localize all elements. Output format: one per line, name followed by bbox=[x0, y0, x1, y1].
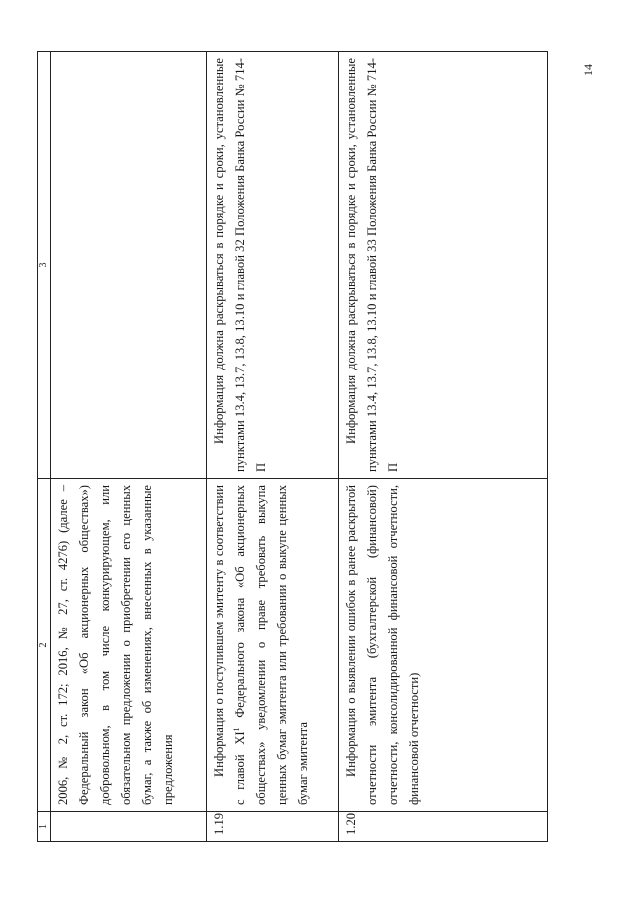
row-number bbox=[51, 812, 207, 842]
row-description bbox=[51, 479, 207, 812]
superscript: 1 bbox=[231, 727, 241, 732]
description-text: 2006, № 2, ст. 172; 2016, № 27, ст. 4276) (далее – Федеральный закон «Об акционерных обществах») добровольном, в том числе конкурирующем, или обязательном предложении о приобретении его ценных бумаг, а также об изменениях, внесенных в указанные предложения bbox=[56, 485, 175, 805]
disclosure-text: Информация должна раскрываться в порядке и сроки, установленные пунктами 13.4, 13.7, 13.8, 13.10 и главой 32 Положения Банка России № 714-П bbox=[212, 58, 268, 472]
disclosure-table bbox=[37, 51, 548, 842]
table-row bbox=[51, 52, 207, 842]
header-col-2: 2 bbox=[38, 479, 51, 812]
row-number: 1.19 bbox=[207, 812, 339, 842]
description-text bbox=[209, 485, 314, 805]
table-header-row bbox=[38, 52, 51, 842]
row-disclosure-terms bbox=[339, 52, 548, 479]
page-number: 14 bbox=[581, 64, 595, 76]
row-description bbox=[207, 479, 339, 812]
disclosure-text: Информация должна раскрываться в порядке и сроки, установленные пунктами 13.4, 13.7, 13.8, 13.10 и главой 33 Положения Банка России № 714-П bbox=[344, 58, 400, 472]
rotated-table-container bbox=[37, 52, 548, 842]
description-part-a: Информация о поступившем эмитенту в соответствии с главой XI bbox=[212, 485, 247, 805]
header-col-1: 1 bbox=[38, 812, 51, 842]
row-number: 1.20 bbox=[339, 812, 548, 842]
description-part-b: Федерального закона «Об акционерных обществах» уведомлении о праве требовать выкупа ценных бумаг эмитента или требовании о выкупе ценных бумаг эмитента bbox=[233, 485, 310, 805]
row-disclosure-terms bbox=[207, 52, 339, 479]
row-description bbox=[339, 479, 548, 812]
description-text: Информация о выявлении ошибок в ранее раскрытой отчетности эмитента (бухгалтерской (финансовой) отчетности, консолидированной финансовой отчетности, финансовой отчетности) bbox=[344, 485, 421, 805]
table-row bbox=[207, 52, 339, 842]
table-row bbox=[339, 52, 548, 842]
row-disclosure-terms bbox=[51, 52, 207, 479]
header-col-3: 3 bbox=[38, 52, 51, 479]
